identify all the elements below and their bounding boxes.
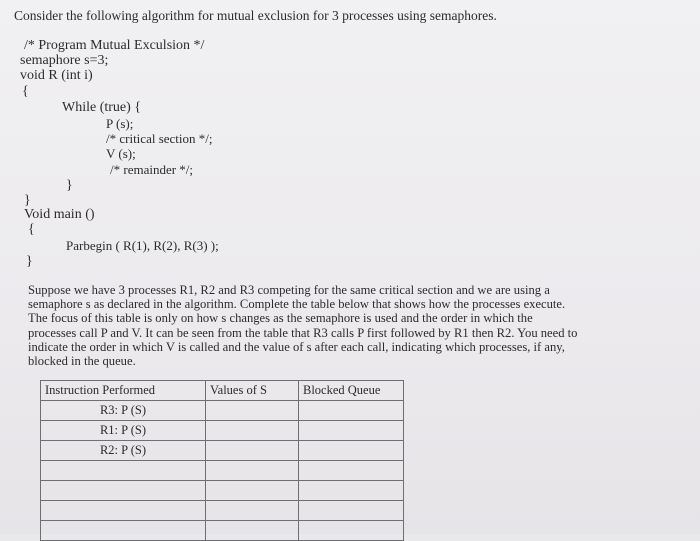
cell-value-s bbox=[206, 501, 299, 521]
paragraph-line: The focus of this table is only on how s changes as the semaphore is used and the order in which the bbox=[28, 311, 533, 326]
cell-value-s bbox=[206, 461, 299, 481]
table-row bbox=[41, 441, 404, 461]
table-header-row bbox=[41, 381, 404, 401]
question-paragraph bbox=[28, 283, 618, 368]
code-v-call: V (s); bbox=[106, 146, 136, 161]
cell-blocked-queue bbox=[299, 481, 404, 501]
cell-blocked-queue bbox=[299, 441, 404, 461]
code-inner-close: } bbox=[66, 178, 73, 193]
code-outer-close: } bbox=[24, 193, 31, 208]
code-remainder-comment: /* remainder */; bbox=[110, 162, 194, 177]
code-main-close: } bbox=[26, 254, 33, 269]
code-main-signature: Void main () bbox=[24, 207, 95, 222]
paragraph-line: Suppose we have 3 processes R1, R2 and R3 competing for the same critical section and we are using a bbox=[28, 283, 550, 297]
cell-instruction: R2: P (S) bbox=[41, 441, 206, 461]
table-row bbox=[41, 421, 404, 441]
cell-instruction: R3: P (S) bbox=[41, 401, 206, 421]
code-while-line: While (true) { bbox=[62, 100, 142, 115]
header-values-of-s: Values of S bbox=[206, 381, 299, 401]
header-instruction-performed: Instruction Performed bbox=[41, 381, 206, 401]
cell-value-s bbox=[206, 401, 299, 421]
code-open-brace: { bbox=[22, 84, 29, 99]
cell-instruction bbox=[41, 521, 206, 541]
table-row bbox=[41, 401, 404, 421]
cell-instruction bbox=[41, 461, 206, 481]
cell-value-s bbox=[206, 441, 299, 461]
cell-instruction bbox=[41, 501, 206, 521]
header-blocked-queue: Blocked Queue bbox=[299, 381, 404, 401]
execution-table bbox=[40, 380, 404, 541]
paragraph-line: blocked in the queue. bbox=[28, 354, 136, 369]
paragraph-line: semaphore s as declared in the algorithm. Complete the table below that shows how the processes execute. bbox=[28, 297, 566, 312]
paragraph-line: processes call P and V. It can be seen from the table that R3 calls P first followed by R1 then R2. You need to bbox=[28, 325, 578, 340]
cell-blocked-queue bbox=[299, 521, 404, 541]
code-func-signature: void R (int i) bbox=[20, 68, 93, 83]
table-row bbox=[41, 481, 404, 501]
table-row bbox=[41, 461, 404, 481]
code-critical-comment: /* critical section */; bbox=[106, 131, 213, 146]
table-row bbox=[41, 521, 404, 541]
cell-instruction: R1: P (S) bbox=[41, 421, 206, 441]
cell-value-s bbox=[206, 521, 299, 541]
cell-instruction bbox=[41, 481, 206, 501]
cell-blocked-queue bbox=[299, 461, 404, 481]
code-parbegin: Parbegin ( R(1), R(2), R(3) ); bbox=[66, 238, 219, 253]
cell-blocked-queue bbox=[299, 501, 404, 521]
code-semaphore-decl: semaphore s=3; bbox=[20, 53, 109, 68]
intro-text: Consider the following algorithm for mutual exclusion for 3 processes using semaphores. bbox=[14, 8, 497, 23]
cell-value-s bbox=[206, 481, 299, 501]
cell-blocked-queue bbox=[299, 421, 404, 441]
cell-blocked-queue bbox=[299, 401, 404, 421]
table-row bbox=[41, 501, 404, 521]
cell-value-s bbox=[206, 421, 299, 441]
code-p-call: P (s); bbox=[106, 116, 134, 131]
paragraph-line: indicate the order in which V is called and the value of s after each call, indicating which processes, if any, bbox=[28, 339, 565, 354]
code-comment-title: /* Program Mutual Exculsion */ bbox=[24, 38, 205, 53]
code-main-open: { bbox=[28, 222, 35, 237]
